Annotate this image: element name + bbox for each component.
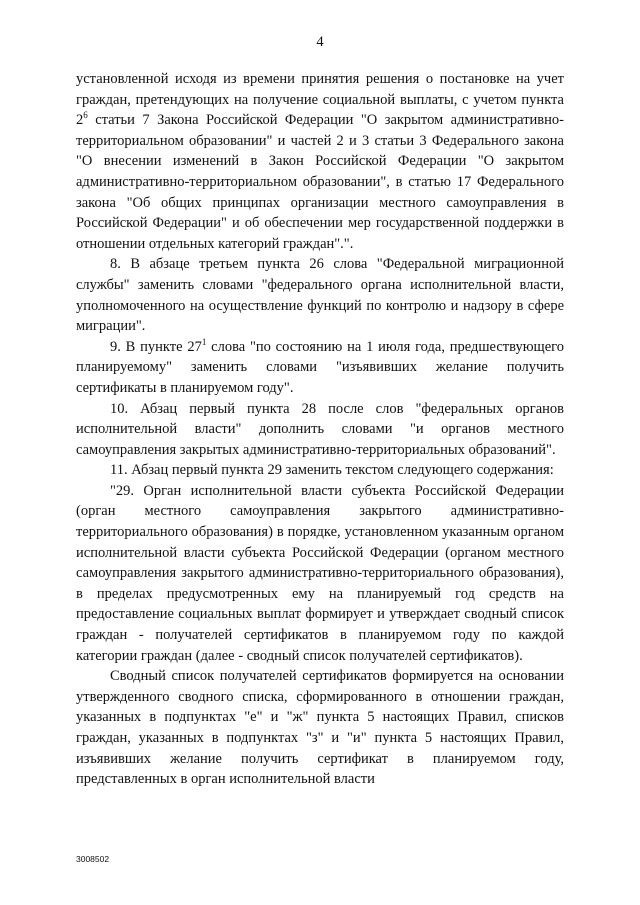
- paragraph: [76, 666, 564, 790]
- text-run: 9. В пункте 27: [110, 338, 202, 355]
- text-run: установленной исходя из времени принятия решения о постановке на учет граждан, претендующих на получение социальной выплаты, с учетом пункта 2: [76, 71, 564, 129]
- document-code: 3008502: [76, 854, 110, 864]
- page-number: 4: [316, 34, 324, 50]
- paragraph: [76, 399, 564, 461]
- text-run: 10. Абзац первый пункта 28 после слов "федеральных органов исполнительной власти" дополнить словами "и органов местного самоуправления закрытых административно-территориальных образований".: [76, 400, 564, 458]
- paragraph: [76, 337, 564, 399]
- text-run: 11. Абзац первый пункта 29 заменить текстом следующего содержания:: [110, 462, 554, 479]
- paragraph: [76, 69, 564, 254]
- superscript: 6: [83, 110, 88, 121]
- text-run: 8. В абзаце третьем пункта 26 слова "Федеральной миграционной службы" заменить словами "федерального органа исполнительной власти, уполномоченного на осуществление функций по контролю и надзору в сфере миграции".: [76, 256, 564, 335]
- text-run: статьи 7 Закона Российской Федерации "О закрытом административно-территориальном образовании" и частей 2 и 3 статьи 3 Федерального закона "О внесении изменений в Закон Российской Федерации "О закрытом административно-территориальном образовании", в статью 17 Федерального закона "Об общих принципах организации местного самоуправления в Российской Федерации" и об обеспечении мер государственной поддержки в отношении отдельных категорий граждан".".: [76, 112, 564, 252]
- text-run: слова "по состоянию на 1 июля года, предшествующего планируемому" заменить словами "изъявивших желание получить сертификаты в планируемом году".: [76, 338, 564, 396]
- paragraph: [76, 481, 564, 666]
- document-body: [76, 69, 564, 790]
- paragraph: [76, 254, 564, 336]
- paragraph: [76, 460, 564, 481]
- text-run: "29. Орган исполнительной власти субъекта Российской Федерации (орган местного самоуправления закрытого административно-территориального образования) в порядке, установленном указанным органом исполнительной власти субъекта Российской Федерации (органом местного самоуправления закрытого административно-территориального образования), в пределах предусмотренных ему на планируемый год средств на предоставление социальных выплат формирует и утверждает сводный список граждан - получателей сертификатов в планируемом году по каждой категории граждан (далее - сводный список получателей сертификатов).: [76, 482, 564, 664]
- text-run: Сводный список получателей сертификатов формируется на основании утвержденного сводного списка, сформированного в отношении граждан, указанных в подпунктах "е" и "ж" пункта 5 настоящих Правил, списков граждан, указанных в подпунктах "з" и "и" пункта 5 настоящих Правил, изъявивших желание получить сертификат в планируемом году, представленных в орган исполнительной власти: [76, 668, 564, 788]
- superscript: 1: [201, 336, 207, 347]
